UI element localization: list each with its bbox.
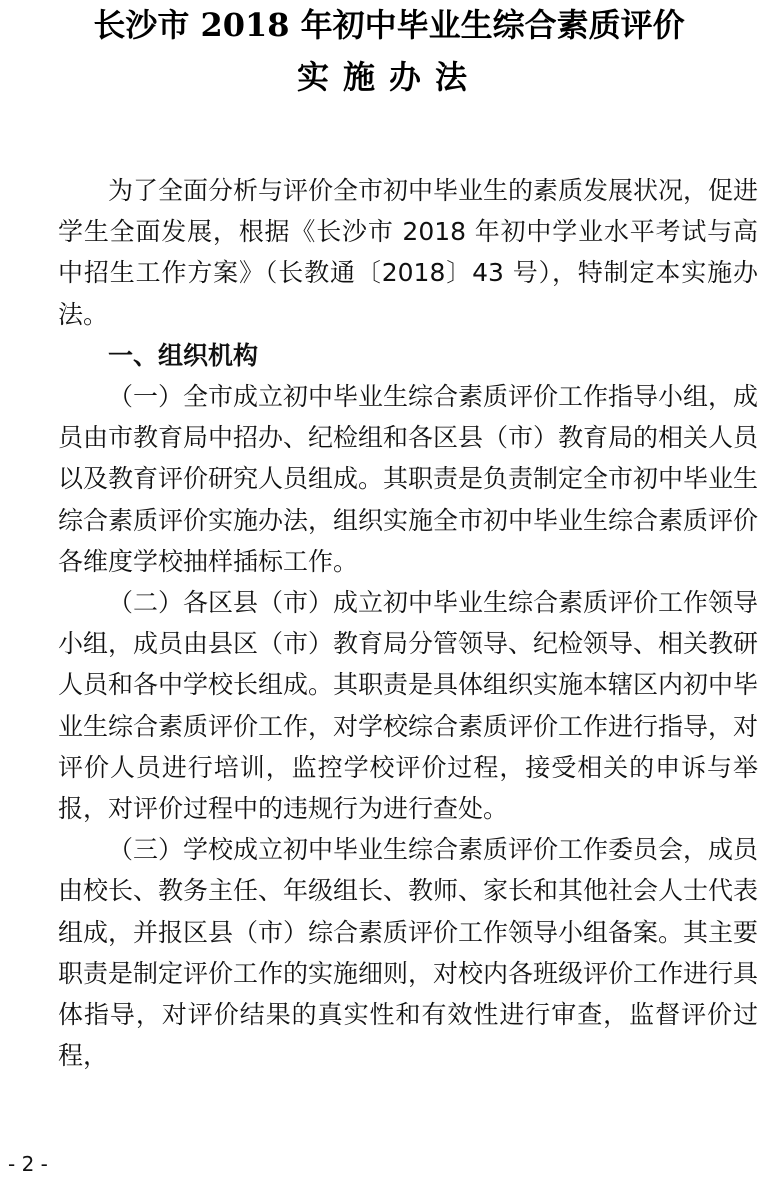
section-heading-organization: 一、组织机构 xyxy=(108,340,259,370)
page-number: - 2 - xyxy=(8,1152,48,1176)
document-title-line-2: 实施办法 xyxy=(296,58,481,96)
document-title-line-1: 长沙市 2018 年初中毕业生综合素质评价 xyxy=(93,6,685,44)
paragraph-item-3: （三）学校成立初中毕业生综合素质评价工作委员会，成员由校长、教务主任、年级组长、教师、家长和其他社会人士代表组成，并报区县（市）综合素质评价工作领导小组备案。其主要职责是制定评价工作的实施细则，对校内各班级评价工作进行具体指导，对评价结果的真实性和有效性进行审查，监督评价过程， xyxy=(58,835,759,1071)
document-body xyxy=(58,170,758,1076)
paragraph-item-2: （二）各区县（市）成立初中毕业生综合素质评价工作领导小组，成员由县区（市）教育局分管领导、纪检领导、相关教研人员和各中学校长组成。其职责是具体组织实施本辖区内初中毕业生综合素质评价工作，对学校综合素质评价工作进行指导，对评价人员进行培训，监控学校评价过程，接受相关的申诉与举报，对评价过程中的违规行为进行查处。 xyxy=(58,588,759,824)
paragraph-item-1: （一）全市成立初中毕业生综合素质评价工作指导小组，成员由市教育局中招办、纪检组和各区县（市）教育局的相关人员以及教育评价研究人员组成。其职责是负责制定全市初中毕业生综合素质评价实施办法，组织实施全市初中毕业生综合素质评价各维度学校抽样插标工作。 xyxy=(58,382,759,576)
intro-paragraph: 为了全面分析与评价全市初中毕业生的素质发展状况，促进学生全面发展，根据《长沙市 2018 年初中学业水平考试与高中招生工作方案》（长教通〔2018〕43 号），特制定本实施办法。 xyxy=(58,176,759,329)
